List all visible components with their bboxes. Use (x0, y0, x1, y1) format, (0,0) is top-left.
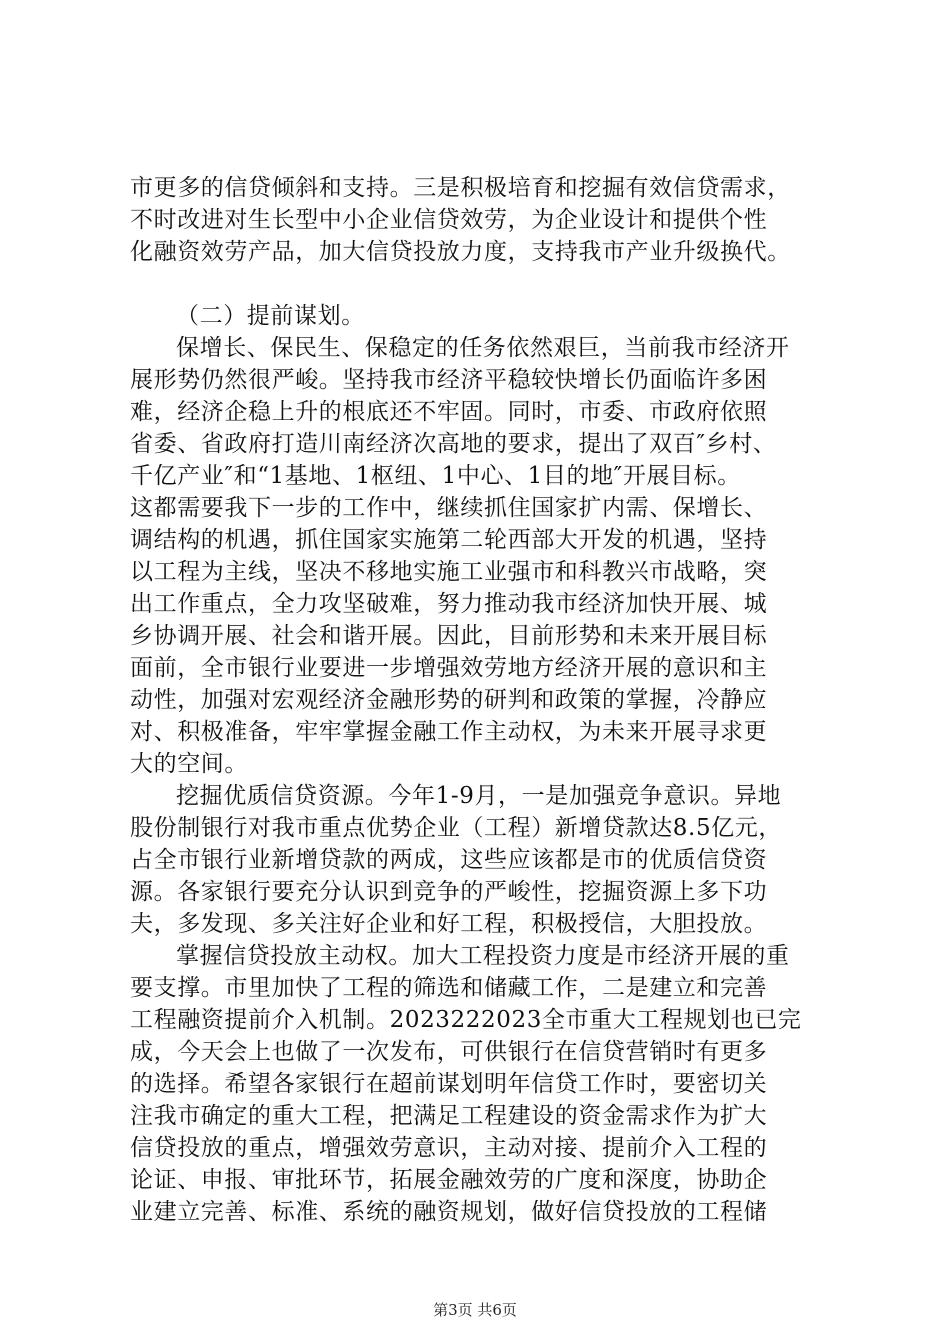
text-line: 源。各家银行要充分认识到竞争的严峻性，挖掘资源上多下功 (130, 879, 768, 905)
text-line: 业建立完善、标准、系统的融资规划，做好信贷投放的工程储 (130, 1199, 768, 1225)
paragraph-planning (130, 332, 830, 780)
text-line: 以工程为主线，坚决不移地实施工业强市和科教兴市战略，突 (130, 559, 768, 585)
text-line: 论证、申报、审批环节，拓展金融效劳的广度和深度，协助企 (130, 1167, 768, 1193)
paragraph-continuation (130, 172, 830, 268)
text-line: 信贷投放的重点，增强效劳意识，主动对接、提前介入工程的 (130, 1135, 768, 1161)
text-line: 股份制银行对我市重点优势企业（工程）新增贷款达8.5亿元， (130, 815, 782, 841)
page-indicator: 第3页 共6页 (433, 1301, 517, 1319)
text-line: 化融资效劳产品，加大信贷投放力度，支持我市产业升级换代。 (130, 239, 791, 265)
text-line: 占全市银行业新增贷款的两成，这些应该都是市的优质信贷资 (130, 847, 768, 873)
text-line: 夫，多发现、多关注好企业和好工程，积极授信，大胆投放。 (130, 911, 768, 937)
text-line: 动性，加强对宏观经济金融形势的研判和政策的掌握，冷静应 (130, 687, 768, 713)
document-body (130, 172, 830, 1228)
paragraph-spacer (130, 268, 830, 300)
section-heading: （二）提前谋划。 (176, 303, 365, 329)
text-line: 保增长、保民生、保稳定的任务依然艰巨，当前我市经济开 (176, 335, 790, 361)
text-line: 大的空间。 (130, 751, 248, 777)
text-line: 出工作重点，全力攻坚破难，努力推动我市经济加快开展、城 (130, 591, 768, 617)
text-line: 面前，全市银行业要进一步增强效劳地方经济开展的意识和主 (130, 655, 768, 681)
text-line: 挖掘优质信贷资源。今年1-9月，一是加强竞争意识。异地 (176, 783, 782, 809)
text-line: 展形势仍然很严峻。坚持我市经济平稳较快增长仍面临许多困 (130, 367, 768, 393)
text-line: 注我市确定的重大工程，把满足工程建设的资金需求作为扩大 (130, 1103, 768, 1129)
text-line: 乡协调开展、社会和谐开展。因此，目前形势和未来开展目标 (130, 623, 768, 649)
text-line: 对、积极准备，牢牢掌握金融工作主动权，为未来开展寻求更 (130, 719, 768, 745)
text-line: 不时改进对生长型中小企业信贷效劳，为企业设计和提供个性 (130, 207, 768, 233)
text-line: 成，今天会上也做了一次发布，可供银行在信贷营销时有更多 (130, 1039, 768, 1065)
text-line: 省委、省政府打造川南经济次高地的要求，提出了双百″乡村、 (130, 431, 777, 457)
text-line: 的选择。希望各家银行在超前谋划明年信贷工作时，要密切关 (130, 1071, 768, 1097)
text-line: 市更多的信贷倾斜和支持。三是积极培育和挖掘有效信贷需求， (130, 175, 791, 201)
text-line: 工程融资提前介入机制。2023222023全市重大工程规划也已完 (130, 1007, 802, 1033)
text-line: 千亿产业″和“1基地、1枢纽、1中心、1目的地″开展目标。 (130, 463, 741, 489)
text-line: 要支撑。市里加快了工程的筛选和储藏工作，二是建立和完善 (130, 975, 768, 1001)
text-line: 难，经济企稳上升的根底还不牢固。同时，市委、市政府依照 (130, 399, 768, 425)
text-line: 调结构的机遇，抓住国家实施第二轮西部大开发的机遇，坚持 (130, 527, 768, 553)
paragraph-credit-initiative (130, 940, 830, 1228)
paragraph-credit-resources (130, 780, 830, 940)
text-line: 这都需要我下一步的工作中，继续抓住国家扩内需、保增长、 (130, 495, 768, 521)
text-line: 掌握信贷投放主动权。加大工程投资力度是市经济开展的重 (176, 943, 790, 969)
